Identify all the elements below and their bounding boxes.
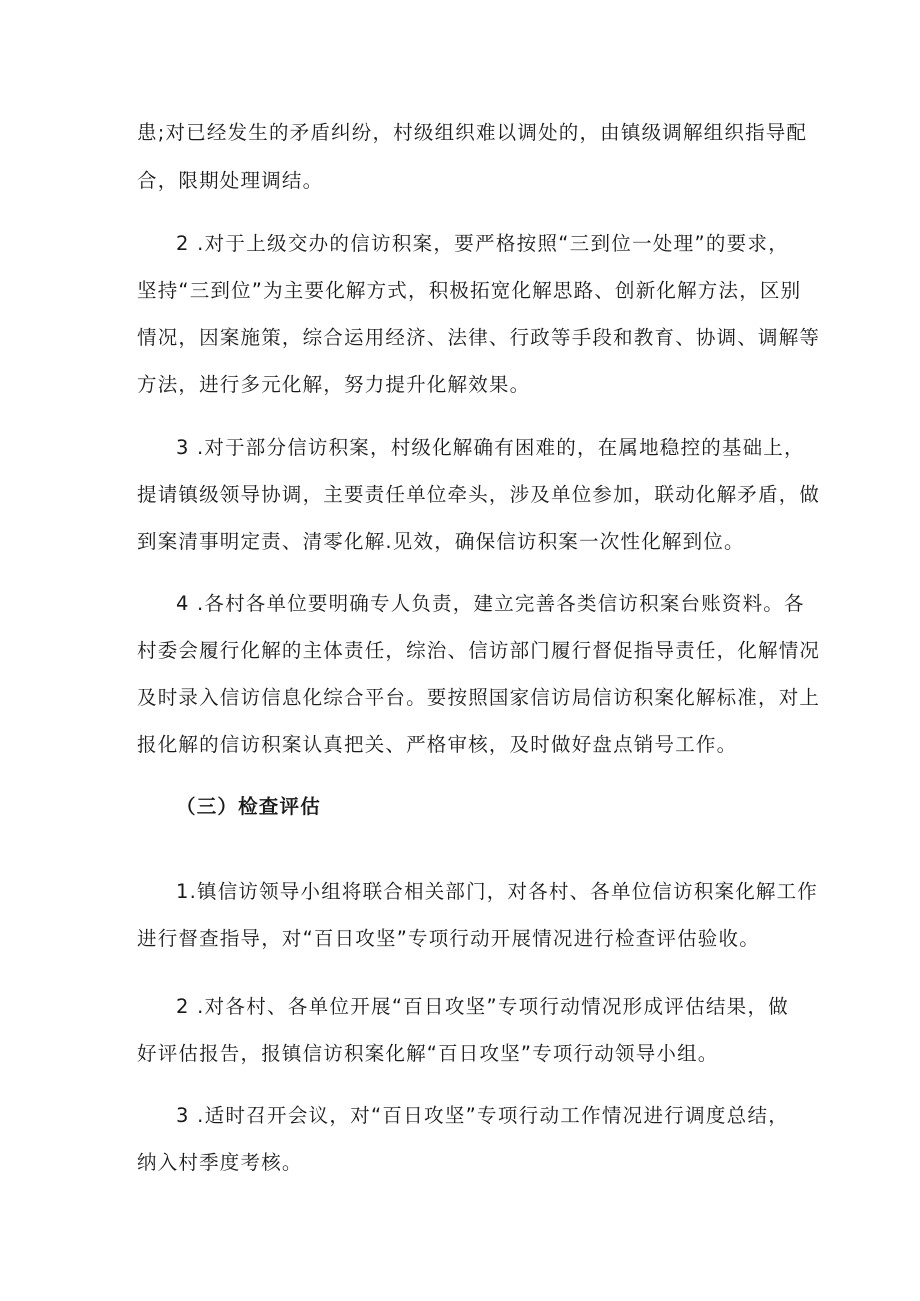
paragraph-line: 到案清事明定责、清零化解.见效，确保信访积案一次性化解到位。: [137, 530, 745, 553]
paragraph-line: 合，限期处理调结。: [137, 169, 324, 192]
paragraph-line: 1.镇信访领导小组将联合相关部门，对各村、各单位信访积案化解工作: [176, 880, 819, 903]
paragraph-line: 好评估报告，报镇信访积案化解“百日攻坚”专项行动领导小组。: [137, 1042, 719, 1065]
paragraph-line: 纳入村季度考核。: [137, 1151, 303, 1174]
paragraph-line: 3 .适时召开会议，对“百日攻坚”专项行动工作情况进行调度总结，: [176, 1104, 789, 1127]
paragraph-line: 村委会履行化解的主体责任，综治、信访部门履行督促指导责任，化解情况: [137, 639, 821, 662]
section-heading: （三）检查评估: [176, 795, 321, 818]
paragraph-line: 2 .对各村、各单位开展“百日攻坚”专项行动情况形成评估结果，做: [176, 995, 789, 1018]
paragraph-line: 坚持“三到位”为主要化解方式，积极拓宽化解思路、创新化解方法，区别: [137, 279, 802, 302]
paragraph-line: 4 .各村各单位要明确专人负责，建立完善各类信访积案台账资料。各: [176, 592, 805, 615]
paragraph-line: 3 .对于部分信访积案，村级化解确有困难的，在属地稳控的基础上，: [176, 436, 805, 459]
paragraph-line: 及时录入信访信息化综合平台。要按照国家信访局信访积案化解标准，对上: [137, 686, 821, 709]
paragraph-line: 情况，因案施策，综合运用经济、法律、行政等手段和教育、协调、调解等: [137, 326, 821, 349]
paragraph-line: 报化解的信访积案认真把关、严格审核，及时做好盘点销号工作。: [137, 733, 738, 756]
paragraph-line: 进行督查指导，对“百日攻坚”专项行动开展情况进行检查评估验收。: [137, 927, 760, 950]
paragraph-line: 患;对已经发生的矛盾纠纷，村级组织难以调处的，由镇级调解组织指导配: [137, 121, 808, 144]
paragraph-line: 2 .对于上级交办的信访积案，要严格按照“三到位一处理”的要求，: [176, 232, 789, 255]
paragraph-line: 提请镇级领导协调，主要责任单位牵头，涉及单位参加，联动化解矛盾，做: [137, 483, 821, 506]
paragraph-line: 方法，进行多元化解，努力提升化解效果。: [137, 373, 531, 396]
